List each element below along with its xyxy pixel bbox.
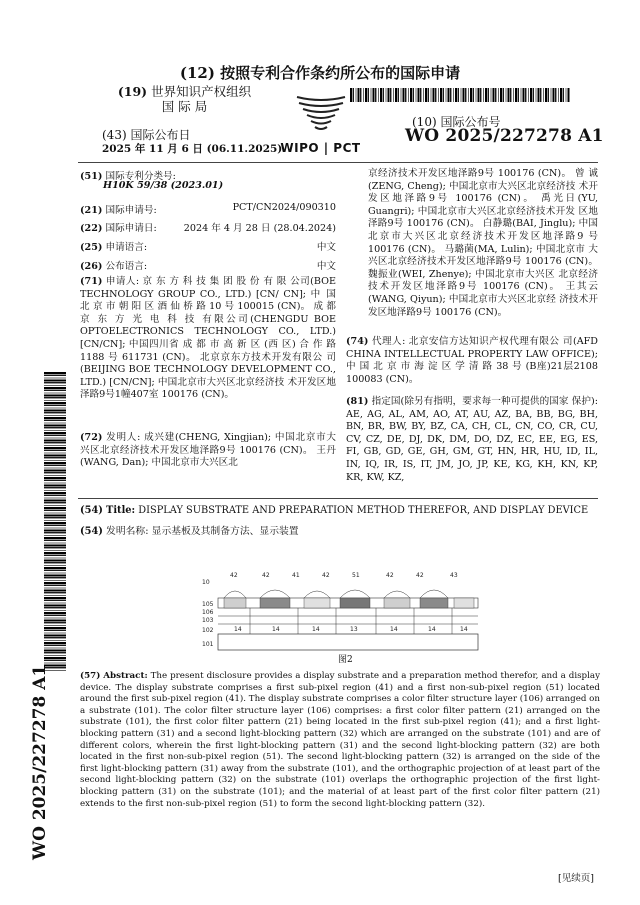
continued-note: [见续页] [558,873,594,884]
barcode-bar [551,88,552,102]
barcode-bar [44,417,66,419]
barcode-bar [44,495,66,496]
barcode-bar [44,440,66,442]
barcode-bar [44,457,66,458]
barcode-bar [44,427,66,428]
barcode-bar [423,88,424,102]
barcode-bar [416,88,417,102]
barcode-bar [44,430,66,431]
barcode-bar [483,88,484,102]
barcode-bar [533,88,534,102]
barcode-bar [44,477,66,479]
office-line-1: 世界知识产权组织 [151,84,252,99]
barcode-bar [566,88,567,102]
barcode-bar [375,88,376,102]
barcode-bar [44,618,66,619]
barcode-bar [491,88,492,102]
fig-left-label: 105 [202,601,214,608]
barcode-bar [44,605,66,607]
field-72-inventors: (72) 发明人: 成兴建(CHENG, Xingjian); 中国北京市大 兴区北京经济技术开发区地泽路9号 100176 (CN)。 王丹(WANG, Dan); 中国北京市大兴区北 [80,432,336,469]
fig-bottom-label: 14 [390,626,398,633]
wipo-logo [273,93,368,155]
barcode-bar [563,88,564,102]
barcode-bar [44,510,66,511]
barcode-bar [44,622,66,623]
barcode-bar [44,390,66,391]
barcode-bar [44,438,66,439]
barcode-bar [506,88,507,102]
barcode-bar [433,88,435,102]
barcode-bar [44,520,66,521]
barcode-bar [521,88,522,102]
barcode-bar [568,88,570,102]
biblio-divider [78,498,598,499]
barcode-bar [548,88,549,102]
barcode-bar [446,88,447,102]
field-22: (22) 国际申请日: 2024 年 4 月 28 日 (28.04.2024) [80,223,336,234]
barcode-bar [44,470,66,472]
abstract-label: Abstract: [103,671,148,681]
barcode-bar [44,652,66,653]
field-74-agent: (74) 代理人: 北京安信方达知识产权代理有限公 司(AFD CHINA INTELLECTUAL PROPERTY LAW OFFICE); 中 国 北 京 市 海 淀 区 学 清 路 38 号 (B座)21层2108 100083 (CN)。 [346,336,598,385]
barcode-bar [44,465,66,466]
barcode-bar [540,88,541,102]
barcode-bar [44,650,66,652]
barcode-bar [476,88,477,102]
barcode-bar [44,615,66,616]
barcode-bar [478,88,480,102]
barcode-bar [365,88,367,102]
fig-top-label: 42 [262,572,270,579]
barcode-bar [538,88,540,102]
barcode-bar [458,88,459,102]
barcode-bar [44,655,66,656]
barcode-bar [44,535,66,536]
barcode-bar [44,637,66,638]
barcode-bar [44,552,66,554]
barcode-bar [44,515,66,517]
publication-number-label: (10) 国际公布号 [412,115,501,129]
barcode-bar [44,513,66,514]
barcode-bar [44,400,66,401]
barcode-bar [558,88,559,102]
barcode-bar [473,88,474,102]
barcode-bar [525,88,526,102]
barcode-bar [44,645,66,646]
barcode-bar [44,455,66,457]
barcode-bar [44,567,66,569]
barcode-bar [410,88,412,102]
fig-left-label: 102 [202,627,214,634]
field-26: (26) 公布语言: 中文 [80,261,336,272]
abstract-number: (57) [80,671,101,681]
barcode-bar [44,558,66,559]
barcode-bar [500,88,502,102]
barcode-bar [468,88,469,102]
field-51: (51) 国际专利分类号: [80,171,176,182]
barcode-bar [443,88,444,102]
fig-left-label: 10 [202,579,210,586]
barcode-bar [465,88,466,102]
barcode-bar [44,472,66,473]
barcode-bar [503,88,504,102]
barcode-bar [378,88,379,102]
barcode-bar [44,435,66,436]
barcode-bar [44,378,66,379]
barcode-bar [44,657,66,659]
barcode-bar [363,88,364,102]
barcode-bar [405,88,406,102]
barcode-bar [44,525,66,526]
barcode-bar [44,607,66,608]
barcode-bar [403,88,405,102]
barcode-bar [498,88,499,102]
barcode-bar [44,485,66,487]
barcode-bar [440,88,442,102]
barcode-bar [461,88,462,102]
barcode-bar [44,530,66,532]
figure-2-drawing [200,568,490,660]
barcode-bar [44,490,66,491]
barcode-bar [44,575,66,577]
barcode-bar [44,642,66,644]
ipc-value: H10K 59/38 (2023.01) [103,180,224,191]
barcode-bar [44,555,66,556]
barcode-bar [44,502,66,503]
barcode-bar [488,88,489,102]
barcode-bar [518,88,519,102]
barcode-bar [528,88,529,102]
fig-bottom-label: 13 [350,626,358,633]
document-title: (12) 按照专利合作条约所公布的国际申请 [179,64,461,82]
barcode-bar [463,88,465,102]
barcode-bar [373,88,375,102]
barcode-bar [44,590,66,592]
fig-left-label: 101 [202,641,214,648]
barcode-bar [418,88,420,102]
barcode-side [44,372,66,672]
barcode-bar [44,560,66,562]
barcode-bar [44,447,66,449]
barcode-bar [510,88,511,102]
barcode-bar [44,592,66,593]
fig-bottom-label: 14 [312,626,320,633]
barcode-bar [44,487,66,488]
barcode-bar [493,88,495,102]
barcode-bar [44,532,66,533]
barcode-bar [560,88,562,102]
barcode-bar [553,88,555,102]
barcode-bar [360,88,361,102]
barcode-bar [44,573,66,574]
barcode-bar [388,88,390,102]
barcode-bar [390,88,391,102]
barcode-bar [44,585,66,586]
barcode-bar [368,88,369,102]
barcode-bar [523,88,525,102]
barcode-bar [44,588,66,589]
barcode-bar [470,88,472,102]
barcode-bar [44,597,66,599]
abstract-text: The present disclosure provides a display substrate and a preparation method therefor, and a display device. The display substrate comprises a first sub-pixel region (41) and a first non-sub-pixel region (51) located around the first sub-pixel region (41). The display substrate comprises a color filter structure layer (106) arranged on a substrate (101). The color filter structure layer (106) comprises: a first color filter pattern (21) arranged on the substrate (101), the first color filter pattern (21) being located in the first sub-pixel region (41); and a first light-blocking pattern (31) and a second light-blocking pattern (32) which are arranged on the substrate (101) and are of different colors, wherein the first light-blocking pattern (31) and the second light-blocking pattern (32) are both located in the first non-sub-pixel region (51). The second light-blocking pattern (32) is arranged on the side of the first light-blocking pattern (31) away from the substrate (101), and the orthographic projection of at least part of the second light-blocking pattern (32) on the substrate (101) overlaps the orthographic projection of the first light-blocking pattern (31) on the substrate (101); and the material of at least part of the first color filter pattern (21) extends to the first non-sub-pixel region (51) to form the second light-blocking pattern (32). [80,671,600,809]
barcode-bar [371,88,372,102]
barcode-bar [395,88,397,102]
barcode-bar [358,88,360,102]
barcode-bar [44,565,66,566]
field-71-applicants: (71) 申请人: 京 东 方 科 技 集 团 股 份 有 限 公司(BOE TECHNOLOGY GROUP CO., LTD.) [CN/ CN]; 中 国 北 京 市 朝 阳 区 酒 仙 桥 路 10 号 100015 (CN)。 成 都 京 东 方 光 电 科 技 有限公司(CHENGDU BOE OPTOELECTRONICS TECHNOLOGY CO., LTD.) [CN/CN]; 中国四川省 成 都 市 高 新 区 (西 区) 合 作 路 1188 号 611731 (CN)。 北京京东方技术开发有限公 司(BEIJING BOE TECHNOLOGY DEVELOPMENT CO., LTD.) [CN/CN]; 中国北京市大兴区北京经济技 术开发区地泽路9号1幢407室 100176 (CN)。 [80,276,336,401]
title-english: (54) Title: DISPLAY SUBSTRATE AND PREPARATION METHOD THEREFOR, AND DISPLAY DEVICE [80,505,589,516]
barcode-bar [356,88,357,102]
barcode-bar [44,630,66,631]
barcode-bar [425,88,427,102]
barcode-bar [44,612,66,614]
barcode-bar [44,492,66,494]
barcode-bar [555,88,556,102]
barcode-bar [393,88,394,102]
barcode-bar [386,88,387,102]
barcode-bar [420,88,421,102]
barcode-bar [44,570,66,571]
barcode-bar [453,88,454,102]
barcode-bar [353,88,354,102]
header-divider [78,162,598,163]
barcode-bar [44,547,66,548]
barcode-bar [44,372,66,374]
barcode-bar [44,425,66,427]
barcode-bar [545,88,547,102]
barcode-bar [44,420,66,421]
barcode-bar [380,88,382,102]
barcode-bar [513,88,514,102]
abstract [80,671,600,810]
fig-top-label: 41 [292,572,300,579]
barcode-bar [44,537,66,539]
barcode-bar [455,88,457,102]
barcode-bar [44,462,66,464]
title-chinese: (54) 发明名称: 显示基板及其制备方法、显示装置 [80,526,299,537]
publication-date-label: (43) 国际公布日 [102,128,191,142]
inventors-continued: 京经济技术开发区地泽路9号 100176 (CN)。 曾 诚(ZENG, Cheng); 中国北京市大兴区北京经济技 术开发区地泽路9号 100176 (CN)。 禹光日(YU, Guangri); 中国北京市大兴区北京经济技术开发 区地泽路9号 100176 (CN)。 白静璐(BAI, Jinglu); 中国北京市大兴区北京经济技术开发区地泽路9 号 100176 (CN)。 马璐菌(MA, Lulin); 中国北京市 大兴区北京经济技术开发区地泽路9号 100176 (CN)。 魏振业(WEI, Zhenye); 中国北京市大兴区 北京经济技术开发区地泽路9号 100176 (CN)。 王其云(WANG, Qiyun); 中国北京市大兴区北京经 济技术开发区地泽路9号 100176 (CN)。 [368,168,598,318]
barcode-bar [44,610,66,611]
barcode-bar [44,483,66,484]
barcode-bar [44,603,66,604]
figure-caption: 图2 [338,655,353,665]
barcode-bar [401,88,402,102]
barcode-bar [495,88,496,102]
wipo-logo-text: WIPO | PCT [280,141,361,155]
publication-date: 2025 年 11 月 6 日 (06.11.2025) [102,143,283,155]
barcode-bar [450,88,451,102]
barcode-bar [508,88,510,102]
office-name [92,84,277,114]
barcode-bar [44,385,66,386]
barcode-bar [44,663,66,664]
barcode-bar [44,405,66,406]
barcode-bar [44,522,66,524]
fig-top-label: 42 [322,572,330,579]
barcode-bar [448,88,450,102]
barcode-bar [44,633,66,634]
barcode-bar [543,88,544,102]
barcode-bar [44,505,66,506]
barcode-bar [44,600,66,601]
wipo-emblem-icon [291,93,351,137]
barcode-bar [44,397,66,398]
field-21: (21) 国际申请号: PCT/CN2024/090310 [80,202,336,216]
barcode-bar [44,550,66,551]
barcode-bar [480,88,481,102]
barcode-bar [350,88,352,102]
barcode-bar [44,453,66,454]
barcode-bar [413,88,414,102]
fig-top-label: 51 [352,572,360,579]
barcode-bar [44,460,66,461]
barcode-bar [44,415,66,416]
fig-top-label: 43 [450,572,458,579]
barcode-bar [438,88,439,102]
field-81-states: (81) 指定国(除另有指明，要求每一种可提供的国家 保护): AE, AG, AL, AM, AO, AT, AU, AZ, BA, BB, BG, BH, BN, BR, BW, BY, BZ, CA, CH, CL, CN, CO, CR, CU, CV, CZ, DE, DJ, DK, DM, DO, DZ, EC, EE, EG, ES, FI, GB, GD, GE, GH, GM, GT, HN, HR, HU, ID, IL, IN, IQ, IR, IS, IT, JM, JO, JP, KE, KG, KH, KN, KP, KR, KW, KZ, [346,396,598,483]
barcode-bar [515,88,517,102]
office-line-2: 国 际 局 [161,99,208,114]
fig-bottom-label: 14 [234,626,242,633]
fig-bottom-label: 14 [272,626,280,633]
fig-top-label: 42 [230,572,238,579]
barcode-bar [44,375,66,376]
barcode-bar [44,498,66,499]
barcode-bar [44,450,66,451]
barcode-bar [44,402,66,404]
barcode-bar [44,660,66,661]
barcode-bar [44,640,66,641]
barcode-bar [44,517,66,518]
barcode-bar [44,382,66,383]
barcode-bar [44,380,66,382]
fig-left-label: 103 [202,617,214,624]
barcode-bar [44,393,66,394]
barcode-bar [44,432,66,434]
barcode-bar [44,507,66,509]
barcode-bar [398,88,399,102]
barcode-bar [428,88,429,102]
barcode-bar [44,468,66,469]
barcode-bar [44,627,66,629]
barcode-bar [44,412,66,413]
barcode-bar [536,88,537,102]
barcode-bar [44,475,66,476]
barcode-bar [44,577,66,578]
barcode-bar [44,442,66,443]
field-25: (25) 申请语言: 中文 [80,242,336,253]
barcode-bar [44,423,66,424]
barcode-bar [530,88,532,102]
barcode-bar [408,88,409,102]
barcode-bar [44,582,66,584]
barcode-bar [44,648,66,649]
fig-left-label: 106 [202,609,214,616]
barcode-bar [44,625,66,626]
barcode-bar [44,580,66,581]
barcode-bar [431,88,432,102]
barcode-bar [44,595,66,596]
barcode-bar [44,620,66,622]
fig-bottom-label: 14 [460,626,468,633]
barcode-bar [44,562,66,563]
barcode-bar [44,543,66,544]
fig-top-label: 42 [386,572,394,579]
barcode-bar [44,528,66,529]
barcode-bar [383,88,384,102]
barcode-bar [44,387,66,389]
barcode-top [350,88,570,102]
side-publication-number: WO 2025/227278 A1 [30,664,50,860]
barcode-bar [44,540,66,541]
barcode-bar [44,635,66,637]
barcode-bar [485,88,487,102]
barcode-bar [44,410,66,412]
office-number: (19) [117,84,148,99]
barcode-bar [44,445,66,446]
fig-top-label: 42 [416,572,424,579]
publication-number: WO 2025/227278 A1 [405,126,604,146]
barcode-bar [44,480,66,481]
barcode-bar [44,545,66,547]
barcode-bar [44,395,66,397]
fig-bottom-label: 14 [428,626,436,633]
barcode-bar [435,88,436,102]
barcode-bar [44,408,66,409]
barcode-bar [44,500,66,502]
